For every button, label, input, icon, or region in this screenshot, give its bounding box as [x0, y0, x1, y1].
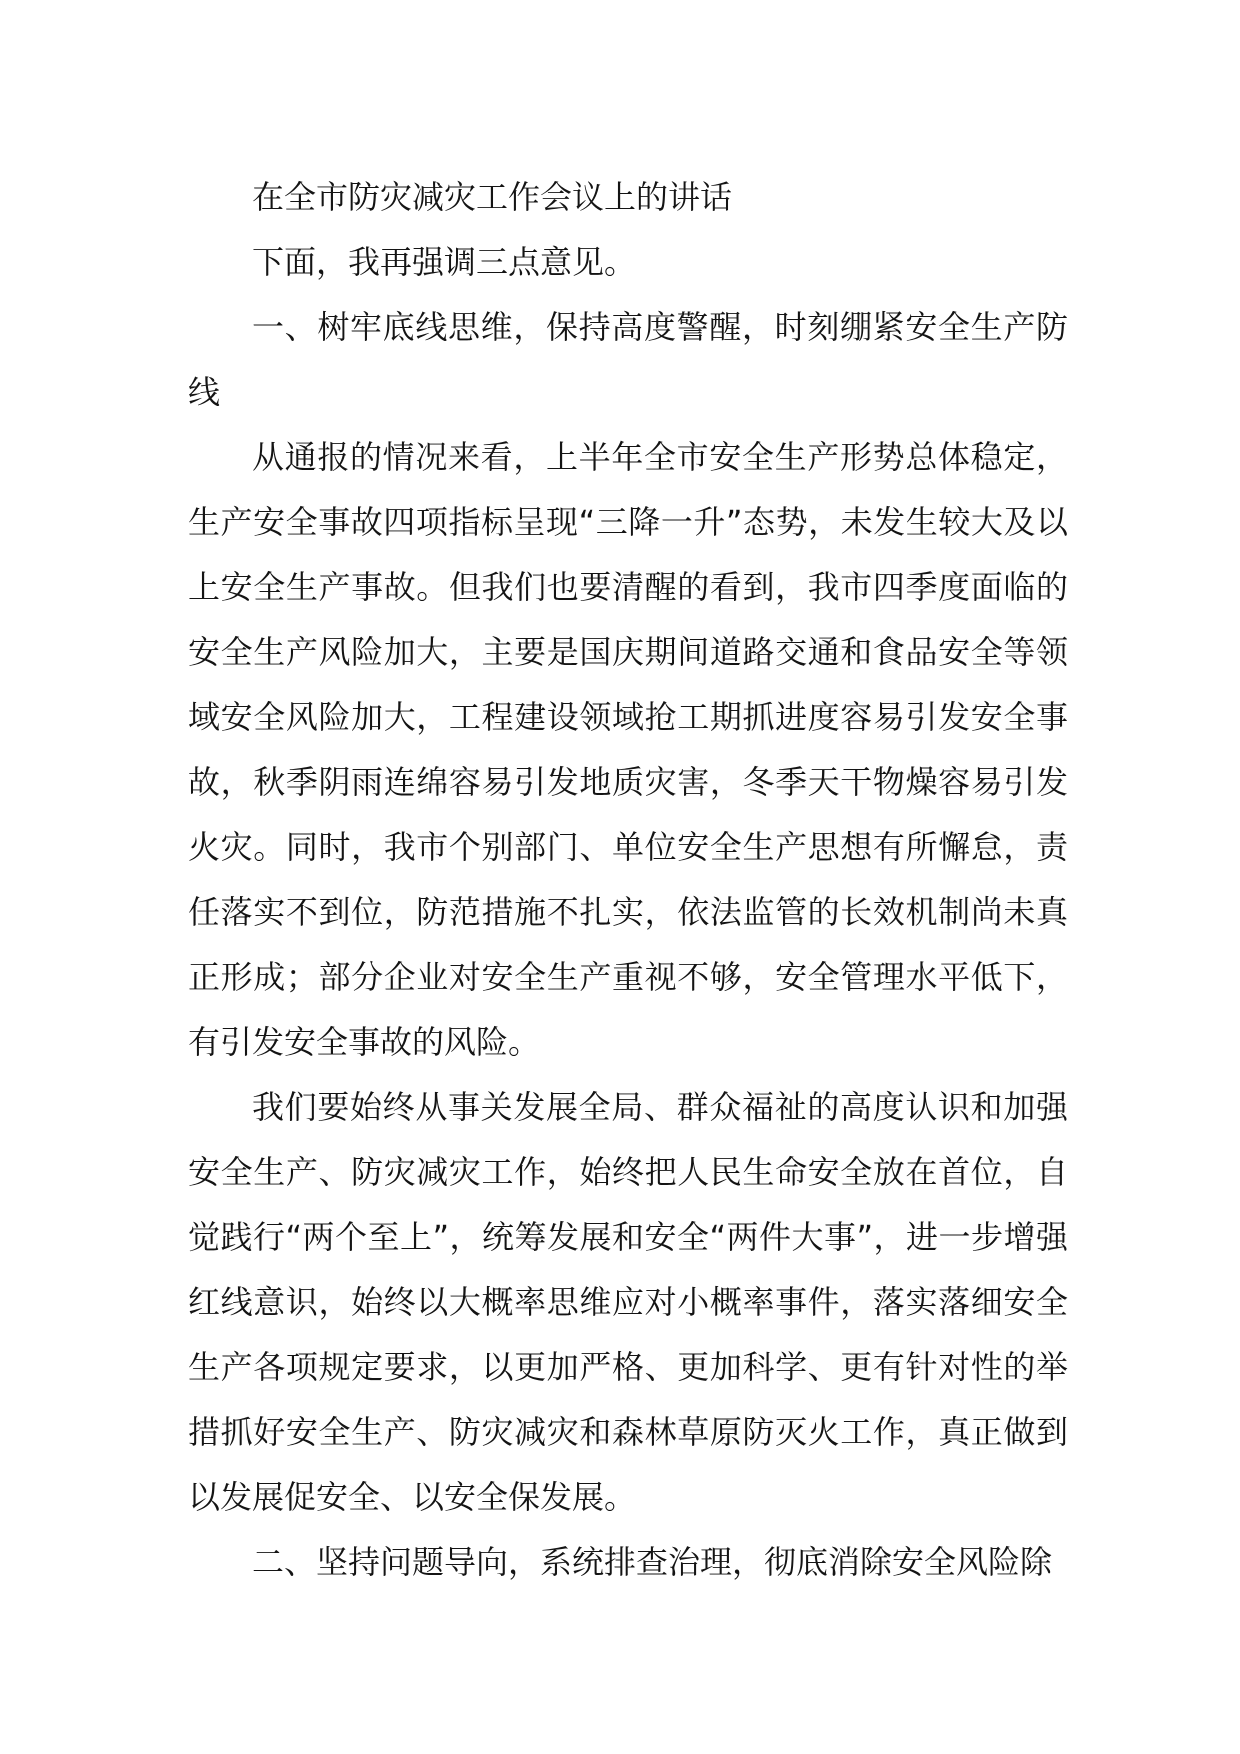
intro-paragraph: 下面，我再强调三点意见。 — [252, 243, 637, 281]
document-title: 在全市防灾减灾工作会议上的讲话 — [252, 178, 733, 216]
document-body — [188, 165, 1068, 1595]
section-heading-1: 一、树牢底线思维，保持高度警醒，时刻绷紧安全生产防线 — [188, 308, 1068, 411]
section-heading-2: 二、坚持问题导向，系统排查治理，彻底消除安全风险除 — [252, 1543, 1053, 1581]
body-paragraph-1: 从通报的情况来看，上半年全市安全生产形势总体稳定，生产安全事故四项指标呈现“三降一升”态势，未发生较大及以上安全生产事故。但我们也要清醒的看到，我市四季度面临的安全生产风险加大，主要是国庆期间道路交通和食品安全等领域安全风险加大，工程建设领域抢工期抓进度容易引发安全事故，秋季阴雨连绵容易引发地质灾害，冬季天干物燥容易引发火灾。同时，我市个别部门、单位安全生产思想有所懈怠，责任落实不到位，防范措施不扎实，依法监管的长效机制尚未真正形成；部分企业对安全生产重视不够，安全管理水平低下，有引发安全事故的风险。 — [188, 438, 1068, 1061]
body-paragraph-2: 我们要始终从事关发展全局、群众福祉的高度认识和加强安全生产、防灾减灾工作，始终把人民生命安全放在首位，自觉践行“两个至上”，统筹发展和安全“两件大事”，进一步增强红线意识，始终以大概率思维应对小概率事件，落实落细安全生产各项规定要求，以更加严格、更加科学、更有针对性的举措抓好安全生产、防灾减灾和森林草原防灭火工作，真正做到以发展促安全、以安全保发展。 — [188, 1088, 1068, 1516]
